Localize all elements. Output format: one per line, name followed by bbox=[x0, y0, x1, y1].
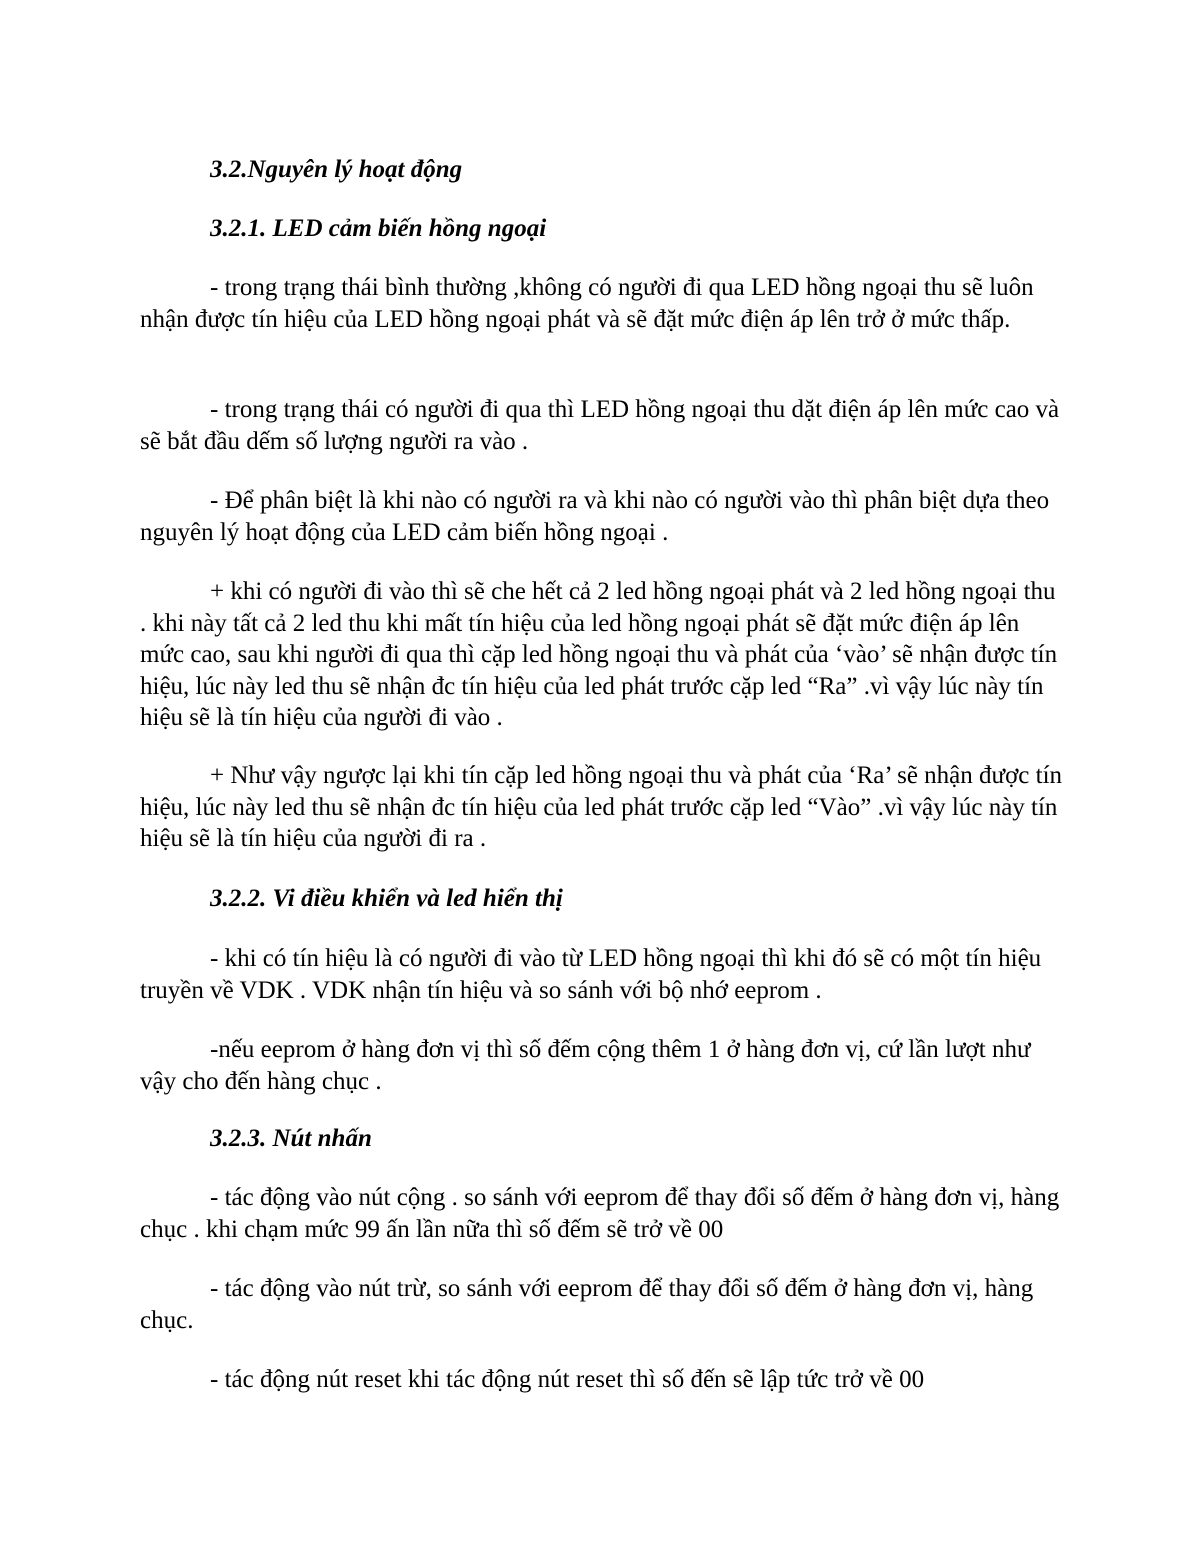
section-heading-3-2-2: 3.2.2. Vi điều khiển và led hiển thị bbox=[210, 885, 563, 912]
paragraph-9: - tác động vào nút trừ, so sánh với eeprom để thay đổi số đếm ở hàng đơn vị, hàng chục. bbox=[140, 1275, 1034, 1334]
paragraph-1: - trong trạng thái bình thường ,không có người đi qua LED hồng ngoại thu sẽ luôn nhận được tín hiệu của LED hồng ngoại phát và sẽ đặt mức điện áp lên trở ở mức thấp. bbox=[140, 274, 1034, 333]
paragraph-6: - khi có tín hiệu là có người đi vào từ LED hồng ngoại thì khi đó sẽ có một tín hiệu truyền về VDK . VDK nhận tín hiệu và so sánh với bộ nhớ eeprom . bbox=[140, 945, 1042, 1004]
paragraph-7: -nếu eeprom ở hàng đơn vị thì số đếm cộng thêm 1 ở hàng đơn vị, cứ lần lượt như vậy cho đến hàng chục . bbox=[140, 1036, 1031, 1095]
section-heading-3-2: 3.2.Nguyên lý hoạt động bbox=[210, 156, 463, 183]
section-heading-3-2-3: 3.2.3. Nút nhấn bbox=[210, 1125, 372, 1152]
paragraph-8: - tác động vào nút cộng . so sánh với eeprom để thay đổi số đếm ở hàng đơn vị, hàng chục . khi chạm mức 99 ấn lần nữa thì số đếm sẽ trở về 00 bbox=[140, 1184, 1060, 1243]
section-heading-3-2-1: 3.2.1. LED cảm biến hồng ngoại bbox=[210, 215, 547, 242]
paragraph-10: - tác động nút reset khi tác động nút reset thì số đến sẽ lập tức trở về 00 bbox=[210, 1366, 925, 1393]
paragraph-3: - Để phân biệt là khi nào có người ra và khi nào có người vào thì phân biệt dựa theo nguyên lý hoạt động của LED cảm biến hồng ngoại . bbox=[140, 487, 1050, 546]
paragraph-2: - trong trạng thái có người đi qua thì LED hồng ngoại thu dặt điện áp lên mức cao và sẽ bắt đầu dếm số lượng người ra vào . bbox=[140, 396, 1060, 455]
paragraph-5: + Như vậy ngược lại khi tín cặp led hồng ngoại thu và phát của ‘Ra’ sẽ nhận được tín hiệu, lúc này led thu sẽ nhận đc tín hiệu của led phát trước cặp led “Vào” .vì vậy lúc này tín hiệu sẽ là tín hiệu của người đi ra . bbox=[140, 762, 1063, 852]
paragraph-4: + khi có người đi vào thì sẽ che hết cả 2 led hồng ngoại phát và 2 led hồng ngoại thu . khi này tất cả 2 led thu khi mất tín hiệu của led hồng ngoại phát sẽ đặt mức điện áp lên mức cao, sau khi người đi qua thì cặp led hồng ngoại thu và phát của ‘vào’ sẽ nhận được tín hiệu, lúc này led thu sẽ nhận đc tín hiệu của led phát trước cặp led “Ra” .vì vậy lúc này tín hiệu sẽ là tín hiệu của người đi vào . bbox=[140, 578, 1058, 731]
